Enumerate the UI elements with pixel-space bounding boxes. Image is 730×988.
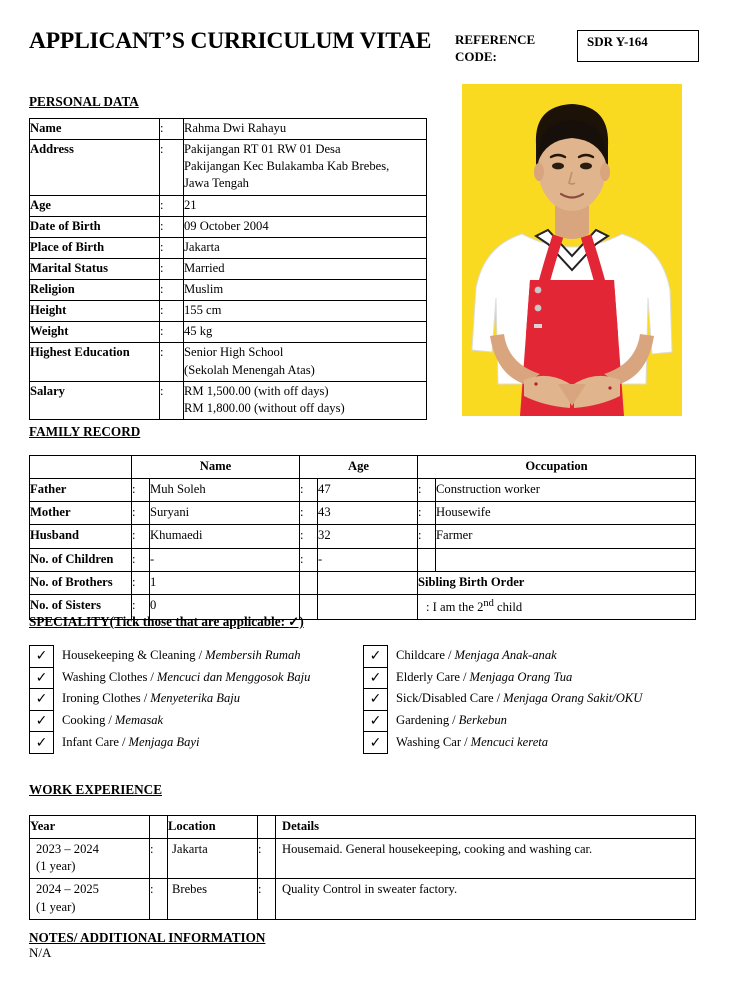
personal-value-address: Pakijangan RT 01 RW 01 Desa Pakijangan Kec Bulakamba Kab Brebes, Jawa Tengah — [184, 140, 427, 195]
personal-label-place-of-birth: Place of Birth — [30, 237, 160, 258]
family-label-sisters: No. of Sisters — [30, 594, 132, 619]
speciality-checkbox-housekeeping-cleaning[interactable]: ✓ — [30, 646, 53, 668]
family-age-husband: 32 — [318, 525, 418, 548]
table-row — [30, 525, 696, 548]
speciality-label-en: Infant Care — [62, 734, 119, 749]
family-count-brothers: 1 — [150, 571, 300, 594]
speciality-label-ms: Menjaga Orang Sakit/OKU — [503, 691, 643, 706]
speciality-label-ms: Mencuci kereta — [470, 734, 549, 749]
document-header — [29, 28, 701, 74]
list-item — [396, 645, 642, 667]
speciality-checkbox-childcare[interactable]: ✓ — [364, 646, 387, 668]
sibling-birth-order-prefix: : I am the 2 — [426, 599, 484, 614]
separator: : — [132, 502, 150, 525]
family-label-mother: Mother — [30, 502, 132, 525]
speciality-label-en: Washing Car — [396, 734, 462, 749]
applicant-photo-illustration — [462, 84, 682, 416]
speciality-checkbox-ironing-clothes[interactable]: ✓ — [30, 689, 53, 711]
personal-value-highest-education: Senior High School (Sekolah Menengah Atas) — [184, 343, 427, 381]
work-year-range: 2024 – 2025 — [36, 882, 99, 897]
separator: : — [160, 140, 184, 195]
work-year-1 — [30, 879, 150, 919]
separator: : — [160, 381, 184, 419]
speciality-list — [29, 645, 696, 763]
work-header-spacer — [150, 816, 168, 839]
list-item — [396, 688, 642, 710]
work-details-0: Housemaid. General housekeeping, cooking and washing car. — [276, 839, 696, 879]
slash-separator: / — [452, 713, 456, 728]
family-label-brothers: No. of Brothers — [30, 571, 132, 594]
family-label-husband: Husband — [30, 525, 132, 548]
personal-label-religion: Religion — [30, 280, 160, 301]
slash-separator: / — [447, 648, 452, 663]
list-item — [396, 667, 642, 689]
work-experience-section-title: WORK EXPERIENCE — [29, 782, 162, 797]
separator: : — [160, 258, 184, 279]
personal-label-address: Address — [30, 140, 160, 195]
speciality-right-labels — [396, 645, 642, 753]
speciality-label-en: Ironing Clothes — [62, 691, 141, 706]
family-name-father: Muh Soleh — [150, 479, 300, 502]
work-header-location: Location — [168, 816, 258, 839]
speciality-label-ms: Membersih Rumah — [205, 648, 301, 663]
speciality-checkbox-sick-disabled-care[interactable]: ✓ — [364, 689, 387, 711]
separator: : — [132, 594, 150, 619]
family-count-sisters: 0 — [150, 594, 300, 619]
work-year-duration: (1 year) — [36, 899, 76, 914]
work-year-duration: (1 year) — [36, 859, 76, 874]
speciality-label-ms: Menyeterika Baju — [150, 691, 241, 706]
family-header-blank — [30, 456, 132, 479]
speciality-label-en: Cooking — [62, 713, 106, 728]
family-label-father: Father — [30, 479, 132, 502]
table-row — [30, 119, 427, 140]
family-age-mother: 43 — [318, 502, 418, 525]
speciality-checkbox-washing-car[interactable]: ✓ — [364, 732, 387, 754]
table-row — [30, 280, 427, 301]
family-spacer — [300, 571, 318, 594]
speciality-label-ms: Menjaga Bayi — [128, 734, 200, 749]
family-occupation-mother: Housewife — [436, 502, 696, 525]
personal-label-date-of-birth: Date of Birth — [30, 216, 160, 237]
slash-separator: / — [463, 669, 467, 684]
table-header-row — [30, 816, 696, 839]
speciality-label-en: Gardening — [396, 713, 450, 728]
speciality-label-ms: Berkebun — [458, 713, 507, 728]
family-age-father: 47 — [318, 479, 418, 502]
personal-value-weight: 45 kg — [184, 322, 427, 343]
list-item — [396, 731, 642, 753]
table-row — [30, 237, 427, 258]
speciality-title-text: SPECIALITY — [29, 614, 110, 629]
slash-separator: / — [150, 669, 154, 684]
separator: : — [132, 571, 150, 594]
work-location-0: Jakarta — [168, 839, 258, 879]
list-item — [396, 710, 642, 732]
personal-label-weight: Weight — [30, 322, 160, 343]
separator: : — [160, 301, 184, 322]
table-row — [30, 322, 427, 343]
separator: : — [160, 216, 184, 237]
work-location-1: Brebes — [168, 879, 258, 919]
family-name-mother: Suryani — [150, 502, 300, 525]
slash-separator: / — [464, 734, 468, 749]
separator: : — [418, 479, 436, 502]
family-spacer — [318, 594, 418, 619]
separator: : — [160, 119, 184, 140]
work-header-spacer — [258, 816, 276, 839]
reference-code-label: REFERENCE CODE: — [455, 32, 536, 65]
speciality-section-title — [29, 614, 304, 630]
table-row — [30, 571, 696, 594]
personal-value-place-of-birth: Jakarta — [184, 237, 427, 258]
separator: : — [150, 839, 168, 879]
separator: : — [132, 548, 150, 571]
family-occupation-children — [436, 548, 696, 571]
speciality-section-note: (Tick those that are applicable: ✓) — [109, 614, 304, 629]
separator: : — [160, 343, 184, 381]
family-record-table — [29, 455, 696, 620]
family-header-age: Age — [300, 456, 418, 479]
table-row — [30, 879, 696, 919]
slash-separator: / — [198, 648, 203, 663]
separator: : — [132, 479, 150, 502]
speciality-label-ms: Memasak — [114, 713, 164, 728]
speciality-label-ms: Menjaga Orang Tua — [469, 669, 573, 684]
family-label-children: No. of Children — [30, 548, 132, 571]
table-row — [30, 195, 427, 216]
table-row — [30, 548, 696, 571]
family-age-children: - — [318, 548, 418, 571]
family-spacer — [318, 571, 418, 594]
notes-section-title: NOTES/ ADDITIONAL INFORMATION — [29, 930, 266, 945]
personal-value-height: 155 cm — [184, 301, 427, 322]
separator: : — [300, 525, 318, 548]
personal-value-age: 21 — [184, 195, 427, 216]
separator: : — [132, 525, 150, 548]
separator: : — [160, 280, 184, 301]
separator: : — [300, 548, 318, 571]
speciality-left-labels — [62, 645, 310, 753]
slash-separator: / — [122, 734, 126, 749]
personal-value-name: Rahma Dwi Rahayu — [184, 119, 427, 140]
speciality-checkbox-gardening[interactable]: ✓ — [364, 711, 387, 733]
table-row — [30, 839, 696, 879]
personal-label-age: Age — [30, 195, 160, 216]
separator: : — [300, 479, 318, 502]
personal-label-highest-education: Highest Education — [30, 343, 160, 381]
personal-value-religion: Muslim — [184, 280, 427, 301]
table-row — [30, 479, 696, 502]
work-year-0 — [30, 839, 150, 879]
personal-data-section-title: PERSONAL DATA — [29, 94, 139, 109]
speciality-label-en: Childcare — [396, 648, 445, 663]
speciality-label-ms: Menjaga Anak-anak — [454, 648, 557, 663]
slash-separator: / — [143, 691, 148, 706]
table-row — [30, 140, 427, 195]
work-header-year: Year — [30, 816, 150, 839]
family-spacer — [418, 548, 436, 571]
speciality-checkbox-elderly-care[interactable]: ✓ — [364, 668, 387, 690]
speciality-label-ms: Mencuci dan Menggosok Baju — [156, 669, 311, 684]
table-row — [30, 381, 427, 419]
personal-value-salary: RM 1,500.00 (with off days) RM 1,800.00 (without off days) — [184, 381, 427, 419]
personal-label-height: Height — [30, 301, 160, 322]
sibling-birth-order-superscript: nd — [483, 597, 494, 609]
separator: : — [160, 322, 184, 343]
work-details-1: Quality Control in sweater factory. — [276, 879, 696, 919]
family-header-name: Name — [132, 456, 300, 479]
separator: : — [160, 237, 184, 258]
personal-data-table — [29, 118, 427, 420]
separator: : — [150, 879, 168, 919]
personal-value-marital-status: Married — [184, 258, 427, 279]
family-occupation-father: Construction worker — [436, 479, 696, 502]
reference-code-value: SDR Y-164 — [587, 34, 648, 49]
reference-code-box — [577, 30, 699, 62]
table-row — [30, 216, 427, 237]
slash-separator: / — [496, 691, 501, 706]
list-item — [62, 731, 310, 753]
personal-value-date-of-birth: 09 October 2004 — [184, 216, 427, 237]
table-row — [30, 343, 427, 381]
family-header-occupation: Occupation — [418, 456, 696, 479]
separator: : — [300, 502, 318, 525]
applicant-photo — [462, 84, 682, 416]
speciality-label-en: Sick/Disabled Care — [396, 691, 494, 706]
page-title: APPLICANT’S CURRICULUM VITAE — [29, 28, 432, 54]
family-occupation-husband: Farmer — [436, 525, 696, 548]
personal-label-name: Name — [30, 119, 160, 140]
family-record-section-title: FAMILY RECORD — [29, 424, 141, 439]
work-experience-table — [29, 815, 696, 920]
separator: : — [418, 525, 436, 548]
sibling-birth-order-value — [418, 594, 696, 619]
speciality-checkbox-cooking[interactable]: ✓ — [30, 711, 53, 733]
list-item — [62, 688, 310, 710]
separator: : — [418, 502, 436, 525]
speciality-left-checkbox-group — [29, 645, 54, 754]
list-item — [62, 667, 310, 689]
table-header-row — [30, 456, 696, 479]
speciality-checkbox-infant-care[interactable]: ✓ — [30, 732, 53, 754]
table-row — [30, 258, 427, 279]
speciality-right-checkbox-group — [363, 645, 388, 754]
speciality-label-en: Washing Clothes — [62, 669, 148, 684]
speciality-label-en: Elderly Care — [396, 669, 460, 684]
separator: : — [258, 879, 276, 919]
sibling-birth-order-suffix: child — [493, 599, 523, 614]
table-row — [30, 502, 696, 525]
family-count-children: - — [150, 548, 300, 571]
work-header-details: Details — [276, 816, 696, 839]
personal-label-salary: Salary — [30, 381, 160, 419]
speciality-checkbox-washing-clothes[interactable]: ✓ — [30, 668, 53, 690]
speciality-label-en: Housekeeping & Cleaning — [62, 648, 196, 663]
notes-body: N/A — [29, 945, 52, 960]
list-item — [62, 710, 310, 732]
table-row — [30, 301, 427, 322]
work-year-range: 2023 – 2024 — [36, 842, 99, 857]
separator: : — [258, 839, 276, 879]
family-name-husband: Khumaedi — [150, 525, 300, 548]
separator: : — [160, 195, 184, 216]
slash-separator: / — [108, 713, 112, 728]
sibling-birth-order-label: Sibling Birth Order — [418, 571, 696, 594]
list-item — [62, 645, 310, 667]
personal-label-marital-status: Marital Status — [30, 258, 160, 279]
